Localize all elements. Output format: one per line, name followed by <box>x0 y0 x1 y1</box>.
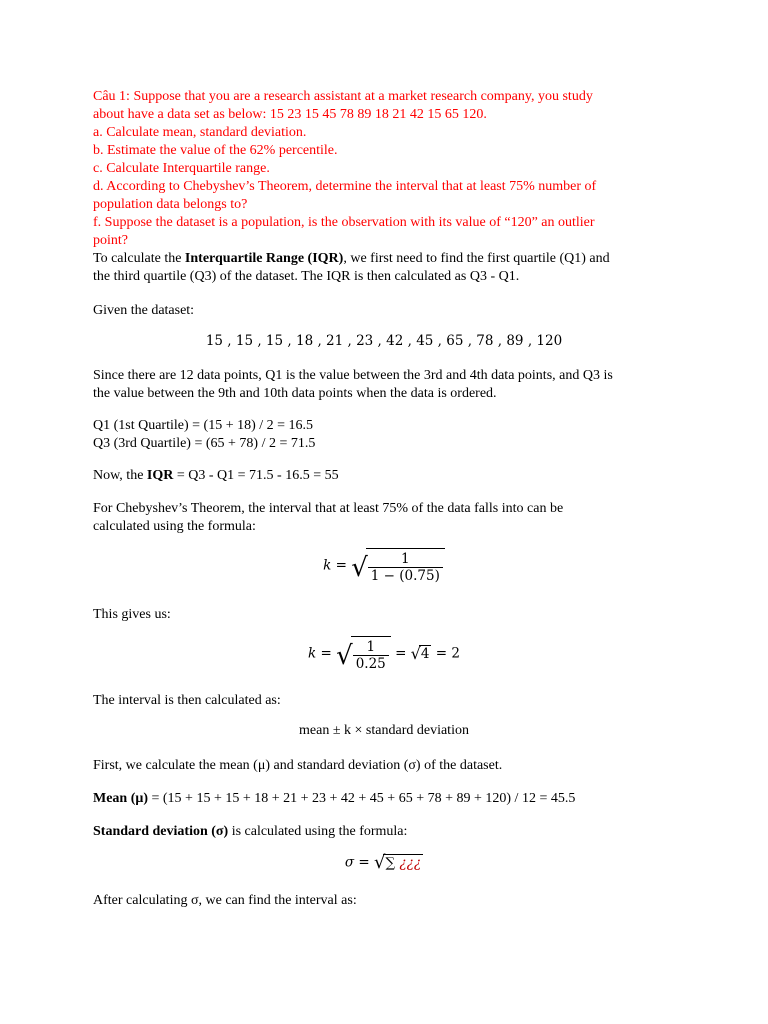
question-item-f-cont: point? <box>93 233 128 248</box>
formula2-radicand: 4 <box>420 645 430 662</box>
formula2-sqrt4 <box>411 645 432 664</box>
formula2-numerator: 1 <box>366 639 376 655</box>
iqr-result-post: = Q3 - Q1 = 71.5 - 16.5 = 55 <box>173 468 339 483</box>
iqr-intro-pre: To calculate the <box>93 251 185 266</box>
mean-line <box>93 790 575 808</box>
interval-formula: mean ± k × standard deviation <box>299 723 469 738</box>
iqr-intro-line-2: the third quartile (Q3) of the dataset. The IQR is then calculated as Q3 - Q1. <box>93 269 520 284</box>
question-item-d-cont: population data belongs to? <box>93 197 248 212</box>
formula2-equals: = <box>395 645 407 662</box>
iqr-intro-post: , we first need to find the first quartile (Q1) and <box>343 251 610 266</box>
interval-intro: The interval is then calculated as: <box>93 693 281 708</box>
chebyshev-line-2: calculated using the formula: <box>93 519 256 534</box>
iqr-result-bold: IQR <box>146 468 174 483</box>
dataset-equation: 15 , 15 , 15 , 18 , 21 , 23 , 42 , 45 , 65 , 78 , 89 , 120 <box>205 333 563 349</box>
sd-line <box>93 823 407 841</box>
formula2-denominator: 0.25 <box>353 655 389 672</box>
sd-formula <box>0 852 768 874</box>
iqr-result-line <box>93 467 339 485</box>
sd-text: is calculated using the formula: <box>228 824 408 839</box>
q1-line: Q1 (1st Quartile) = (15 + 18) / 2 = 16.5 <box>93 418 314 433</box>
formula1-fraction <box>368 551 443 584</box>
formula2-fraction <box>353 639 389 672</box>
since-line-2: the value between the 9th and 10th data points when the data is ordered. <box>93 386 497 401</box>
formula1-sqrt <box>351 548 445 584</box>
sqrt-symbol-icon: √ <box>336 640 353 671</box>
question-item-f: f. Suppose the dataset is a population, is the observation with its value of “120” an outlier <box>93 215 595 230</box>
sd-label: Standard deviation (σ) <box>93 824 229 839</box>
after-calc-line: After calculating σ, we can find the interval as: <box>93 893 357 908</box>
sqrt-symbol-icon: √ <box>373 852 386 873</box>
sqrt-symbol-icon: √ <box>410 644 421 664</box>
formula1-numerator: 1 <box>401 551 410 567</box>
chebyshev-line-1: For Chebyshev’s Theorem, the interval that at least 75% of the data falls into can be <box>93 501 564 516</box>
given-dataset-label: Given the dataset: <box>93 303 195 318</box>
q3-line: Q3 (3rd Quartile) = (65 + 78) / 2 = 71.5 <box>93 436 316 451</box>
mean-calculation: = (15 + 15 + 15 + 18 + 21 + 23 + 42 + 45 + 65 + 78 + 89 + 120) / 12 = 45.5 <box>147 791 576 806</box>
question-line-1: Câu 1: Suppose that you are a research assistant at a market research company, you study <box>93 89 593 104</box>
question-item-c: c. Calculate Interquartile range. <box>93 161 270 176</box>
since-line-1: Since there are 12 data points, Q1 is the value between the 3rd and 4th data points, and Q3 is <box>93 368 613 383</box>
chebyshev-k-formula <box>0 548 768 584</box>
chebyshev-k-result <box>0 636 768 672</box>
formula3-lhs: σ = <box>344 854 370 871</box>
iqr-intro-line-1 <box>93 250 610 268</box>
question-item-b: b. Estimate the value of the 62% percentile. <box>93 143 338 158</box>
formula2-sqrt <box>336 636 391 672</box>
formula1-denominator: 1 − (0.75) <box>368 567 443 584</box>
formula3-sqrt <box>374 852 423 874</box>
question-item-d: d. According to Chebyshev’s Theorem, determine the interval that at least 75% number of <box>93 179 597 194</box>
formula2-rhs: = 2 <box>435 645 460 662</box>
question-line-2: about have a data set as below: 15 23 15 45 78 89 18 21 42 15 65 120. <box>93 107 487 122</box>
this-gives-label: This gives us: <box>93 607 171 622</box>
question-item-a: a. Calculate mean, standard deviation. <box>93 125 307 140</box>
sqrt-symbol-icon: √ <box>351 552 368 583</box>
mean-label: Mean (μ) <box>93 791 148 806</box>
formula3-garbled: ¿¿¿ <box>399 854 422 871</box>
formula1-lhs: k = <box>323 557 347 574</box>
iqr-intro-bold: Interquartile Range (IQR) <box>184 251 344 266</box>
first-calc-line: First, we calculate the mean (μ) and standard deviation (σ) of the dataset. <box>93 758 503 773</box>
formula2-lhs: k = <box>308 645 332 662</box>
summation-icon: ∑ <box>385 854 396 871</box>
iqr-result-pre: Now, the <box>93 468 147 483</box>
